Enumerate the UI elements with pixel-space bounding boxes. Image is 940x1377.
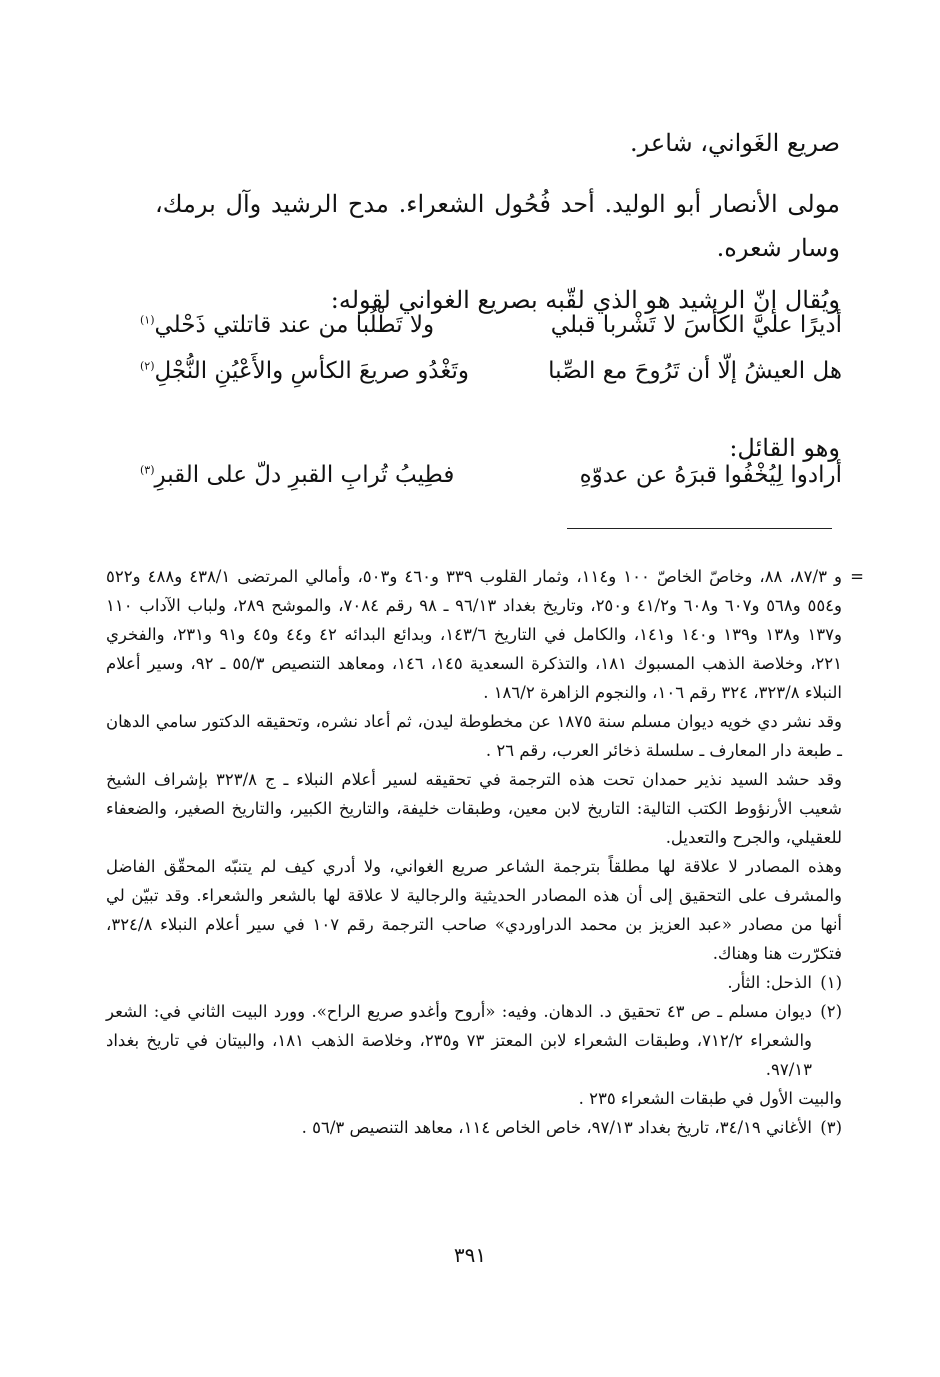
verse-3-second-text: فطِيبُ تُرابِ القبرِ دلّ على القبرِ [154, 462, 455, 488]
footnote-ref-3: (٣) [140, 463, 155, 477]
footnote-3-number: (٣) [820, 1118, 842, 1137]
verse-3-first-hemistich: أرادوا لِيُخْفُوا قبرَهُ عن عدوّهِ [579, 462, 842, 488]
footnote-1-text: الذحل: الثأر. [727, 973, 812, 992]
verse-2-first-hemistich: هل العيشُ إلّا أن تَرُوحَ مع الصِّبا [548, 358, 842, 384]
verse-line-3 [140, 462, 842, 498]
footnote-3-text: الأغاني ٣٤/١٩، تاريخ بغداد ٩٧/١٣، خاص الخاص ١١٤، معاهد التنصيص ٥٦/٣ . [301, 1118, 812, 1137]
note-continuation [106, 562, 864, 707]
note-sources-text: و ٨٧/٣، ٨٨، وخاصّ الخاصّ ١٠٠ و١١٤، وثمار القلوب ٣٣٩ و٤٦٠ و٥٠٣، وأمالي المرتضى ٤٣٨/١ و٤٨٨ و٥٢٢ و٥٥٤ و٥٦٨ و٦٠٧ و٦٠٨ و٤١/٢ و٢٥٠، وتاريخ بغداد ٩٦/١٣ ـ ٩٨ رقم ٧٠٨٤، والموشح ٢٨٩، ولباب الآداب ١١٠ و١٣٧ و١٣٨ و١٣٩ و١٤٠ و١٤١، والكامل في التاريخ ١٤٣/٦، وبدائع البدائه ٤٢ و٤٤ و٤٥ و٩١ و٢٣١، والفخري ٢٢١، وخلاصة الذهب المسبوك ١٨١، والتذكرة السعدية ١٤٥، ١٤٦، ومعاهد التنصيص ٥٥/٣ ـ ٩٢، وسير أعلام النبلاء ٣٢٣/٨، ٣٢٤ رقم ١٠٦، والنجوم الزاهرة ١٨٦/٢ . [106, 567, 843, 702]
footnote-divider [567, 528, 832, 529]
note-diwan-edition: وقد نشر دي خويه ديوان مسلم سنة ١٨٧٥ عن مخطوطة ليدن، ثم أعاد نشره، وتحقيقه الدكتور سامي الدهان ـ طبعة دار المعارف ـ سلسلة ذخائر العرب، رقم ٢٦ . [106, 712, 842, 760]
verse-1-first-hemistich: أديرًا عليَّ الكأسَ لا تَشْربا قبلي [550, 312, 842, 338]
verse-line-2 [140, 358, 842, 394]
footnote-ref-2: (٢) [140, 359, 155, 373]
entry-title: صريع الغَواني، شاعر. [630, 129, 840, 157]
page-number: ٣٩١ [453, 1243, 487, 1267]
note-sources-critique: وهذه المصادر لا علاقة لها مطلقاً بترجمة الشاعر صريع الغواني، ولا أدري كيف لم يتنبّه المحقّق الفاضل والمشرف على التحقيق إلى أن هذه المصادر الحديثية والرجالية لا علاقة لها بالشعر والشعراء. وقد تبيّن لي أنها من مصادر «عبد العزيز بن محمد الدراوردي» صاحب الترجمة رقم ١٠٧ في سير أعلام النبلاء ٣٢٤/٨، فتكرّرت هنا وهناك. [106, 857, 843, 963]
footnote-1-number: (١) [820, 973, 842, 992]
entry-intro: ويُقال إنّ الرشيد هو الذي لقّبه بصريع الغواني لقوله: [330, 286, 840, 314]
verse-line-1 [140, 312, 842, 348]
verse-2-second-text: وتَغْدُو صريعَ الكأسِ والأَعْيُنِ النُّجْلِ [154, 358, 469, 384]
footnotes [106, 562, 864, 1142]
entry-bio: مولى الأنصار أبو الوليد. أحد فُحُول الشعراء. مدح الرشيد وآل برمك، وسار شعره. [155, 190, 840, 262]
verse-intro: وهو القائل: [729, 434, 840, 462]
footnote-ref-1: (١) [140, 313, 155, 327]
verse-3-second-hemistich [140, 462, 454, 488]
footnote-2 [106, 997, 842, 1084]
footnote-2-continuation: والبيت الأول في طبقات الشعراء ٢٣٥ . [578, 1089, 842, 1108]
note-hamdan-sources: وقد حشد السيد نذير حمدان تحت هذه الترجمة في تحقيقه لسير أعلام النبلاء ـ ج ٣٢٣/٨ بإشراف الشيخ شعيب الأرنؤوط الكتب التالية: التاريخ لابن معين، وطبقات خليفة، والتاريخ الكبير، والتاريخ الصغير، والضعفاء للعقيلي، والجرح والتعديل. [106, 770, 842, 847]
footnote-1 [106, 968, 842, 997]
footnote-3 [106, 1113, 842, 1142]
verse-2-second-hemistich [140, 358, 469, 384]
footnote-2-text: ديوان مسلم ـ ص ٤٣ تحقيق د. الدهان. وفيه: «أروح وأغدو صريع الراح». وورد البيت الثاني في: الشعر والشعراء ٧١٢/٢، وطبقات الشعراء لابن المعتز ٧٣ و٢٣٥، وخلاصة الذهب ١٨١، والبيتان في تاريخ بغداد ٩٧/١٣. [106, 1002, 812, 1079]
footnote-2-number: (٢) [820, 1002, 842, 1021]
verse-1-second-text: ولا تَطْلُبا من عند قاتلتي ذَحْلي [154, 312, 435, 338]
verse-1-second-hemistich [140, 312, 434, 338]
continuation-mark: = [850, 567, 864, 586]
